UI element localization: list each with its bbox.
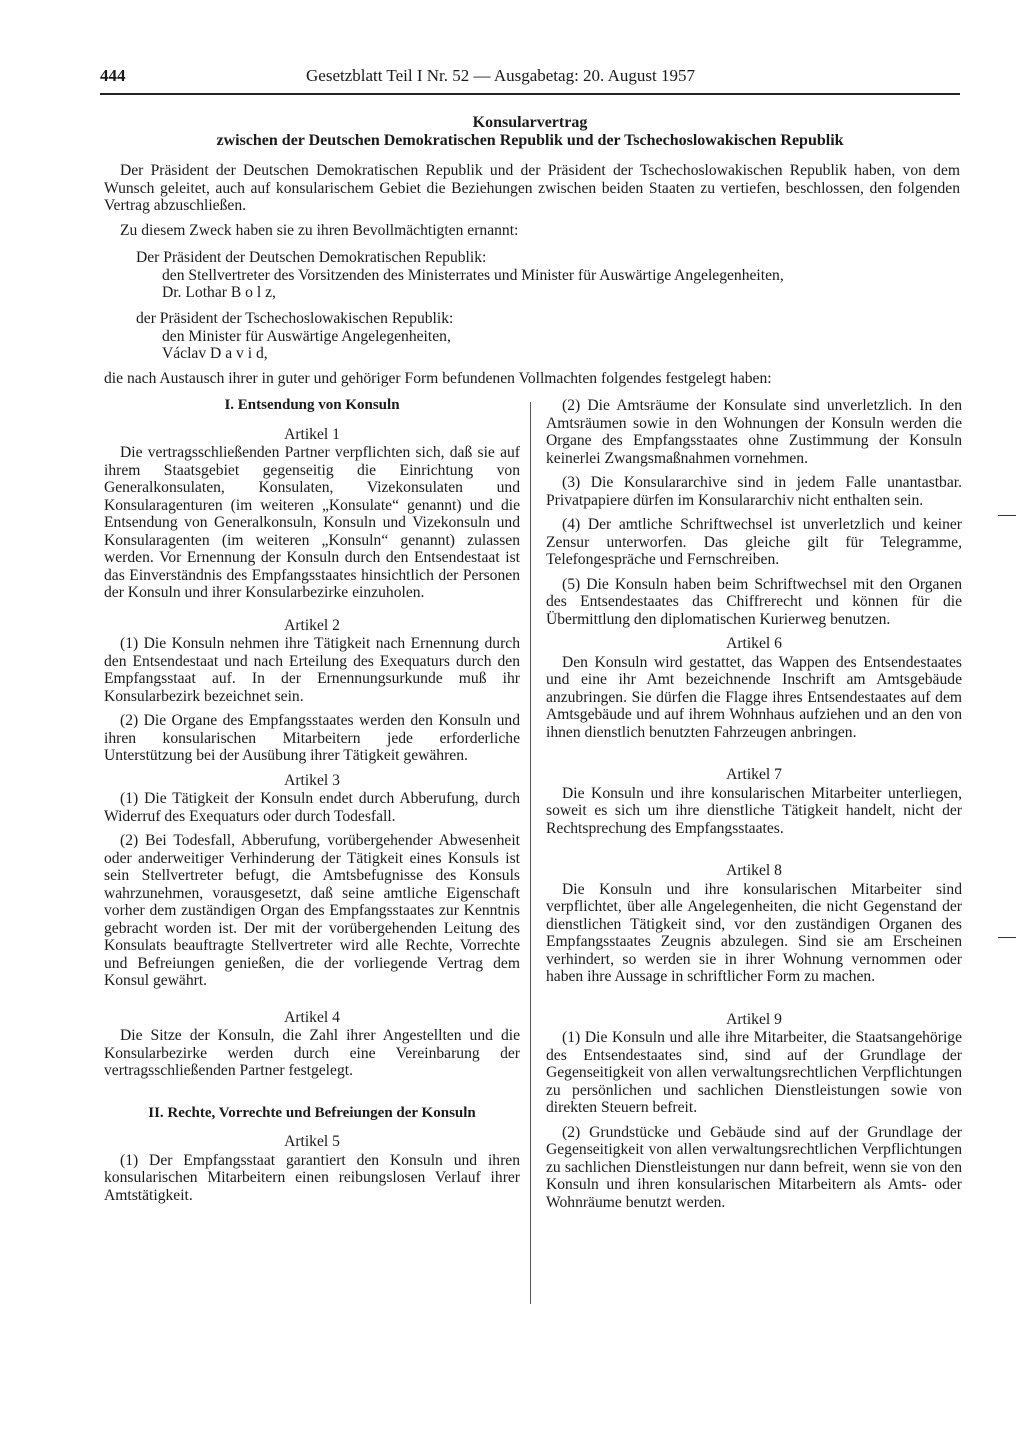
representative-gdr-office: den Stellvertreter des Vorsitzenden des Ministerrates und Minister für Auswärtige Angelegenheiten, — [162, 266, 784, 284]
treaty-subtitle: zwischen der Deutschen Demokratischen Republik und der Tschechoslowakischen Republik — [216, 132, 844, 149]
article-5-paragraph-5: (5) Die Konsuln haben beim Schriftwechsel mit den Organen des Entsendestaates das Chiffrerecht und können für die Übermittlung den diplomatischen Kurierweg benutzen. — [546, 575, 962, 628]
article-2-paragraph-2: (2) Die Organe des Empfangsstaates werden den Konsuln und ihren konsularischen Mitarbeitern jede erforderliche Unterstützung bei der Ausübung ihrer Tätigkeit gewähren. — [104, 712, 520, 764]
closing-clause: die nach Austausch ihrer in guter und gehöriger Form befundenen Vollmachten folgendes festgelegt haben: — [104, 370, 772, 387]
left-column — [104, 397, 520, 1211]
column-divider — [530, 402, 531, 1304]
section-heading-2: II. Rechte, Vorrechte und Befreiungen der Konsuln — [148, 1104, 476, 1121]
article-3-paragraph-2: (2) Bei Todesfall, Abberufung, vorübergehender Abwesenheit oder anderweitiger Verhinderung der Tätigkeit eines Konsuls ist sein Stellvertreter befugt, die Amtsbefugnisse des Konsuls wahrzunehmen, vorausgesetzt, daß seine amtliche Eigenschaft vorher dem zuständigen Organ des Empfangsstaates zur Kenntnis gebracht worden ist. Der mit der vorübergehenden Leitung des Konsulats beauftragte Stellvertreter wird alle Rechte, Vorrechte und Befreiungen genießen, die der vorliegende Vertrag dem Konsul gewährt. — [104, 832, 520, 989]
preamble: Der Präsident der Deutschen Demokratischen Republik und der Präsident der Tschechoslowakischen Republik haben, von dem Wunsch geleitet, auch auf konsularischem Gebiet die Beziehungen zwischen beiden Staaten zu vertiefen, beschlossen, den folgenden Vertrag abzuschließen. — [104, 162, 960, 214]
article-5-paragraph-4: (4) Der amtliche Schriftwechsel ist unverletzlich und keiner Zensur unterworfen. Das gleiche gilt für Telegramme, Telefongespräche und Fernschreiben. — [546, 516, 962, 568]
article-5-paragraph-2: (2) Die Amtsräume der Konsulate sind unverletzlich. In den Amtsräumen sowie in den Wohnungen der Konsuln werden die Organe des Empfangsstaates ohne Zustimmung der Konsuln keinerlei Zwangsmaßnahmen vornehmen. — [546, 397, 962, 467]
article-1-paragraph: Die vertragsschließenden Partner verpflichten sich, daß sie auf ihrem Staatsgebiet gegenseitig die Einrichtung von Generalkonsulaten, Konsulaten, Vizekonsulaten und Konsularagenturen (im weiteren „Konsulate“ genannt) und die Entsendung von Generalkonsuln, Konsuln und Vizekonsuln und Konsularagenten (im weiteren „Konsuln“ genannt) zulassen werden. Vor Ernennung der Konsuln durch den Entsendestaat ist das Einverständnis des Empfangsstaates hinsichtlich der Personen der Konsuln und ihrer Konsularbezirke einzuholen. — [104, 444, 520, 601]
representative-csr — [136, 310, 966, 363]
representative-csr-name: Václav D a v i d, — [162, 345, 268, 362]
article-2-heading: Artikel 2 — [284, 616, 340, 634]
article-4-heading: Artikel 4 — [284, 1008, 340, 1026]
representative-csr-principal: der Präsident der Tschechoslowakischen Republik: — [136, 310, 454, 327]
article-3-heading: Artikel 3 — [284, 771, 340, 789]
article-5-heading: Artikel 5 — [284, 1133, 340, 1150]
article-5-paragraph-1: (1) Der Empfangsstaat garantiert den Konsuln und ihren konsularischen Mitarbeitern einen reibungslosen Verlauf ihrer Amtstätigkeit. — [104, 1151, 520, 1204]
article-3-paragraph-1: (1) Die Tätigkeit der Konsuln endet durch Abberufung, durch Widerruf des Exequaturs oder durch Todesfall. — [104, 790, 520, 825]
article-7-paragraph: Die Konsuln und ihre konsularischen Mitarbeiter unterliegen, soweit es sich um ihre dienstliche Tätigkeit handelt, nicht der Rechtsprechung des Empfangsstaates. — [546, 784, 962, 837]
representative-gdr — [136, 249, 966, 302]
page-header — [100, 66, 960, 94]
article-8-paragraph: Die Konsuln und ihre konsularischen Mitarbeiter sind verpflichtet, über alle Angelegenheiten, die nicht Gegenstand der dienstlichen Tätigkeit sind, vor den zuständigen Organen des Empfangsstaates Zeugnis abzulegen. Sind sie am Erscheinen verhindert, so werden sie in ihrer Wohnung vernommen oder haben ihre Aussage in schriftlicher Form zu machen. — [546, 880, 962, 985]
page-number: 444 — [100, 66, 126, 85]
article-8-heading: Artikel 8 — [726, 862, 782, 879]
article-7-heading: Artikel 7 — [726, 766, 782, 783]
article-4-paragraph: Die Sitze der Konsuln, die Zahl ihrer Angestellten und die Konsularbezirke werden durch eine Vereinbarung der vertragsschließenden Partner festgelegt. — [104, 1027, 520, 1079]
article-9-paragraph-2: (2) Grundstücke und Gebäude sind auf der Grundlage der Gegenseitigkeit von allen verwaltungsrechtlichen Verpflichtungen zu sachlichen Dienstleistungen nur dann befreit, wenn sie von den Konsuln und ihren konsularischen Mitarbeitern als Amts- oder Wohnräume benutzt werden. — [546, 1123, 962, 1211]
article-6-heading: Artikel 6 — [726, 635, 782, 652]
representative-csr-office: den Minister für Auswärtige Angelegenheiten, — [162, 327, 451, 345]
gazette-info: Gesetzblatt Teil I Nr. 52 — Ausgabetag: 20. August 1957 — [306, 66, 695, 85]
representative-gdr-principal: Der Präsident der Deutschen Demokratischen Republik: — [136, 249, 487, 266]
article-9-heading: Artikel 9 — [726, 1010, 782, 1028]
article-2-paragraph-1: (1) Die Konsuln nehmen ihre Tätigkeit nach Ernennung durch den Entsendestaat und nach Erteilung des Exequaturs durch den Empfangsstaat auf. In der Ernennungsurkunde muß ihr Konsularbezirk bezeichnet sein. — [104, 635, 520, 705]
article-9-paragraph-1: (1) Die Konsuln und alle ihre Mitarbeiter, die Staatsangehörige des Entsendestaates sind, sind auf der Grundlage der Gegenseitigkeit von allen verwaltungsrechtlichen Verpflichtungen zu persönlichen und sachlichen Dienstleistungen sowie von direkten Steuern befreit. — [546, 1029, 962, 1116]
margin-mark — [998, 515, 1016, 516]
treaty-title: Konsularvertrag — [472, 114, 588, 131]
article-5-paragraph-3: (3) Die Konsulararchive sind in jedem Falle unantastbar. Privatpapiere dürfen im Konsulararchiv nicht enthalten sein. — [546, 474, 962, 509]
section-heading-1: I. Entsendung von Konsuln — [224, 397, 400, 413]
representative-gdr-name: Dr. Lothar B o l z, — [162, 284, 276, 301]
header-rule — [100, 93, 960, 95]
article-1-heading: Artikel 1 — [284, 425, 340, 443]
margin-mark — [998, 937, 1016, 938]
article-6-paragraph: Den Konsuln wird gestattet, das Wappen des Entsendestaates und eine ihr Amt bezeichnende Inschrift am Amtsgebäude anzubringen. Sie dürfen die Flagge ihres Entsendestaates auf dem Amtsgebäude und auf ihrem Wohnhaus aufziehen und an den von ihnen dienstlich benutzten Fahrzeugen anbringen. — [546, 653, 962, 741]
right-column — [546, 397, 962, 1218]
plenipotentiaries-intro: Zu diesem Zweck haben sie zu ihren Bevollmächtigten ernannt: — [120, 222, 519, 239]
